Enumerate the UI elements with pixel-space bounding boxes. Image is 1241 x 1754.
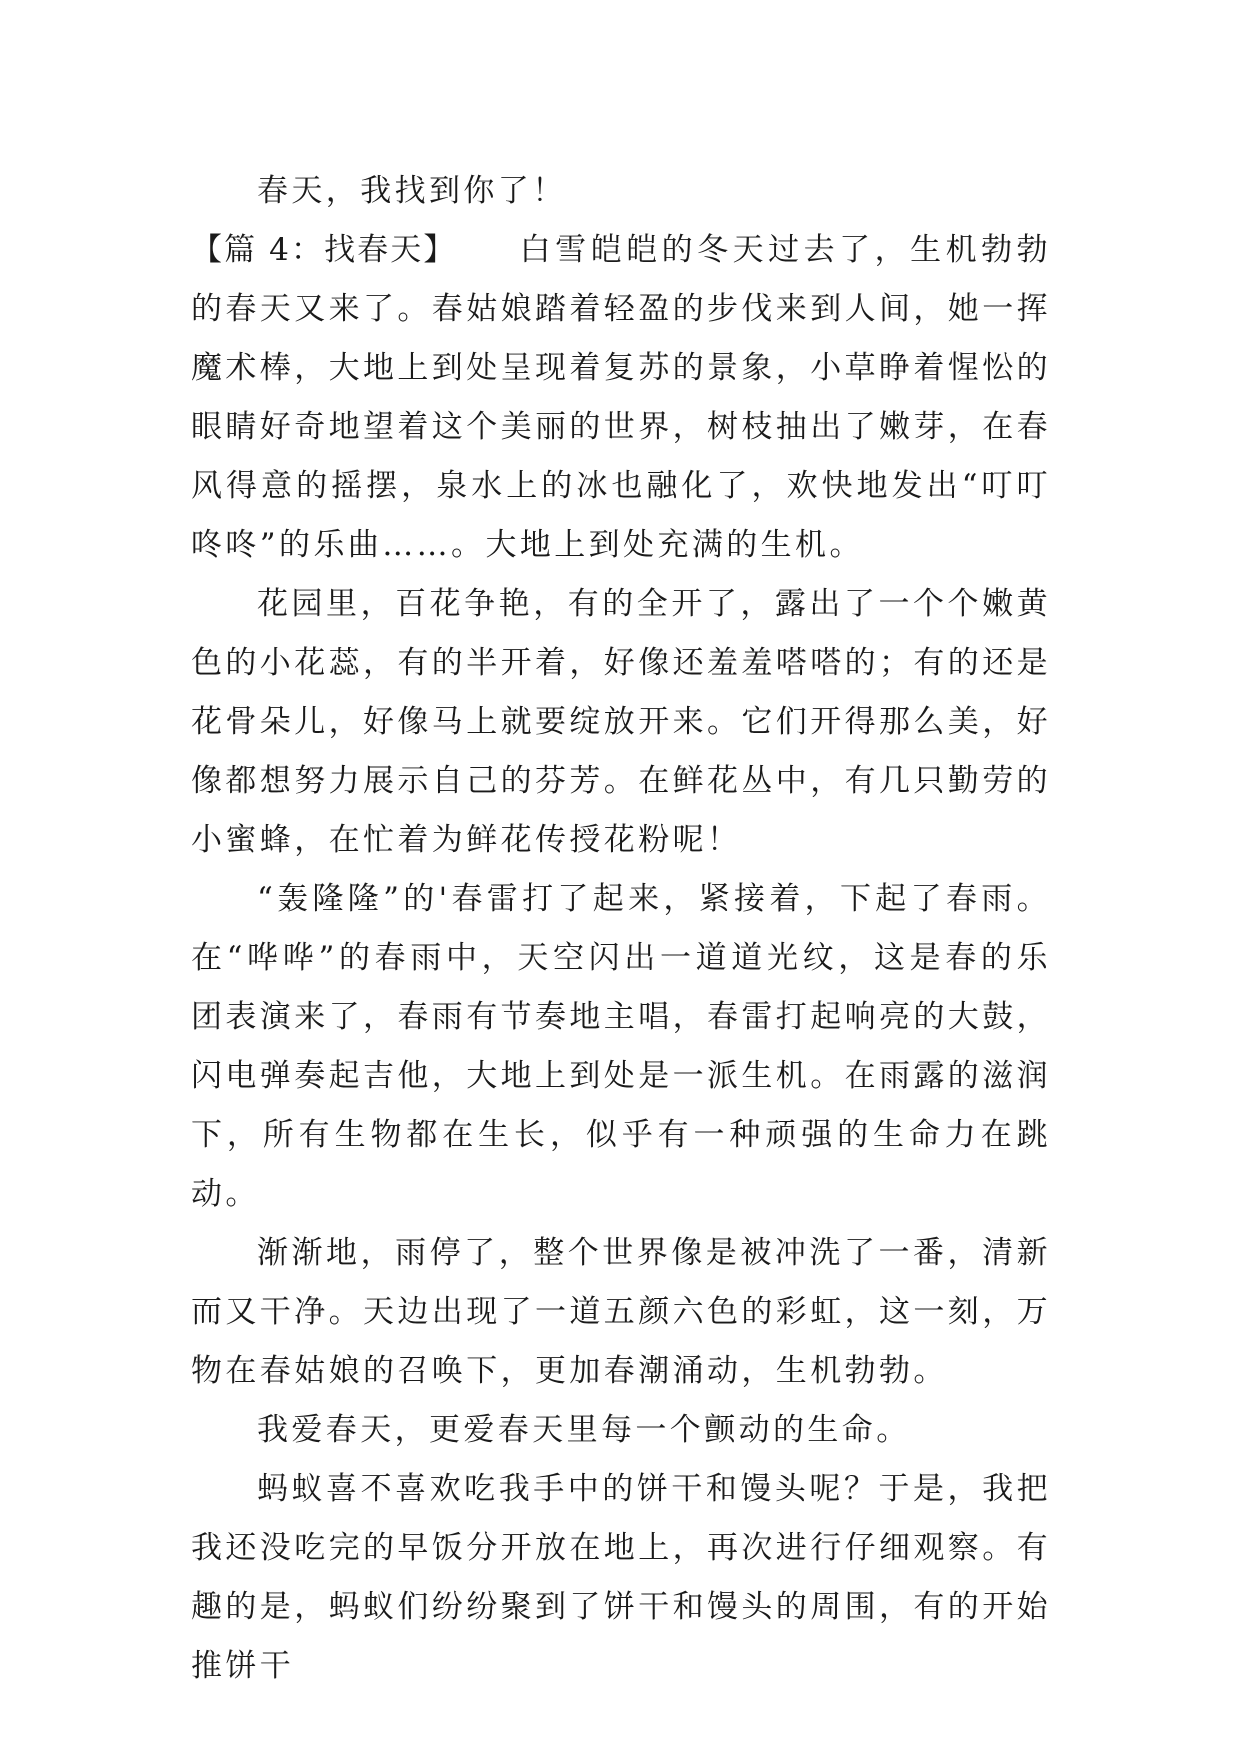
paragraph-love-spring: 我爱春天，更爱春天里每一个颤动的生命。 bbox=[257, 1412, 911, 1448]
paragraph-ants: 蚂蚁喜不喜欢吃我手中的饼干和馒头呢？于是，我把我还没吃完的早饭分开放在地上，再次进行仔细观察。有趣的是，蚂蚁们纷纷聚到了饼干和馒头的周围，有的开始推饼干 bbox=[191, 1471, 1051, 1684]
paragraph-spring-thunder: “轰隆隆”的'春雷打了起来，紧接着，下起了春雨。在“哗哗”的春雨中，天空闪出一道道光纹，这是春的乐团表演来了，春雨有节奏地主唱，春雷打起响亮的大鼓，闪电弹奏起吉他，大地上到处是一派生机。在雨露的滋润下，所有生物都在生长，似乎有一种顽强的生命力在跳动。 bbox=[191, 881, 1051, 1212]
document-body bbox=[191, 162, 1051, 1696]
section-heading-label: 【篇 4：找春天】 bbox=[191, 232, 457, 268]
section-opening-text: 白雪皑皑的冬天过去了，生机勃勃的春天又来了。春姑娘踏着轻盈的步伐来到人间，她一挥魔术棒，大地上到处呈现着复苏的景象，小草睁着惺忪的眼睛好奇地望着这个美丽的世界，树枝抽出了嫩芽，在春风得意的摇摆，泉水上的冰也融化了，欢快地发出“叮叮咚咚”的乐曲……。大地上到处充满的生机。 bbox=[191, 232, 1052, 563]
paragraph-closing-line: 春天，我找到你了！ bbox=[257, 173, 567, 209]
paragraph-section-heading bbox=[191, 221, 1051, 575]
paragraph-garden: 花园里，百花争艳，有的全开了，露出了一个个嫩黄色的小花蕊，有的半开着，好像还羞羞嗒嗒的；有的还是花骨朵儿，好像马上就要绽放开来。它们开得那么美，好像都想努力展示自己的芬芳。在鲜花丛中，有几只勤劳的小蜜蜂，在忙着为鲜花传授花粉呢！ bbox=[191, 586, 1051, 858]
paragraph-rainbow: 渐渐地，雨停了，整个世界像是被冲洗了一番，清新而又干净。天边出现了一道五颜六色的彩虹，这一刻，万物在春姑娘的召唤下，更加春潮涌动，生机勃勃。 bbox=[191, 1235, 1051, 1389]
